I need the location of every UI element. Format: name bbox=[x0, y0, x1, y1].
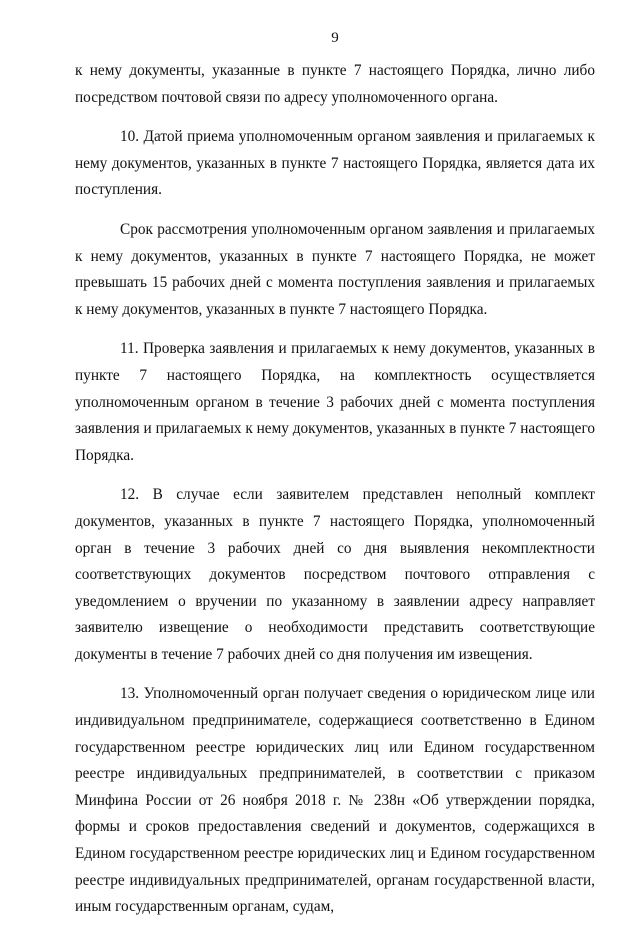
document-body bbox=[75, 58, 595, 934]
paragraph-12: 12. В случае если заявителем представлен неполный комплект документов, указанных в пункте 7 настоящего Порядка, уполномоченный орган в течение 3 рабочих дней со дня выявления некомплектности соответствующих документов посредством почтового отправления с уведомлением о вручении по указанному в заявлении адресу направляет заявителю извещение о необходимости представить соответствующие документы в течение 7 рабочих дней со дня получения им извещения. bbox=[75, 486, 595, 663]
paragraph-continuation: к нему документы, указанные в пункте 7 настоящего Порядка, лично либо посредством почтовой связи по адресу уполномоченного органа. bbox=[75, 62, 595, 106]
page-number: 9 bbox=[331, 30, 339, 46]
paragraph-review-term: Срок рассмотрения уполномоченным органом заявления и прилагаемых к нему документов, указанных в пункте 7 настоящего Порядка, не может превышать 15 рабочих дней с момента поступления заявления и прилагаемых к нему документов, указанных в пункте 7 настоящего Порядка. bbox=[75, 220, 595, 318]
paragraph-13: 13. Уполномоченный орган получает сведения о юридическом лице или индивидуальном предпринимателе, содержащиеся соответственно в Едином государственном реестре юридических лиц или Едином государственном реестре индивидуальных предпринимателей, в соответствии с приказом Минфина России от 26 ноября 2018 г. № 238н «Об утверждении порядка, формы и сроков предоставления сведений и документов, содержащихся в Едином государственном реестре юридических лиц и Едином государственном реестре индивидуальных предпринимателей, органам государственной власти, иным государственным органам, судам, bbox=[75, 685, 595, 916]
paragraph-10: 10. Датой приема уполномоченным органом заявления и прилагаемых к нему документов, указанных в пункте 7 настоящего Порядка, является дата их поступления. bbox=[75, 128, 595, 199]
paragraph-11: 11. Проверка заявления и прилагаемых к нему документов, указанных в пункте 7 настоящего Порядка, на комплектность осуществляется уполномоченным органом в течение 3 рабочих дней с момента поступления заявления и прилагаемых к нему документов, указанных в пункте 7 настоящего Порядка. bbox=[75, 340, 595, 464]
